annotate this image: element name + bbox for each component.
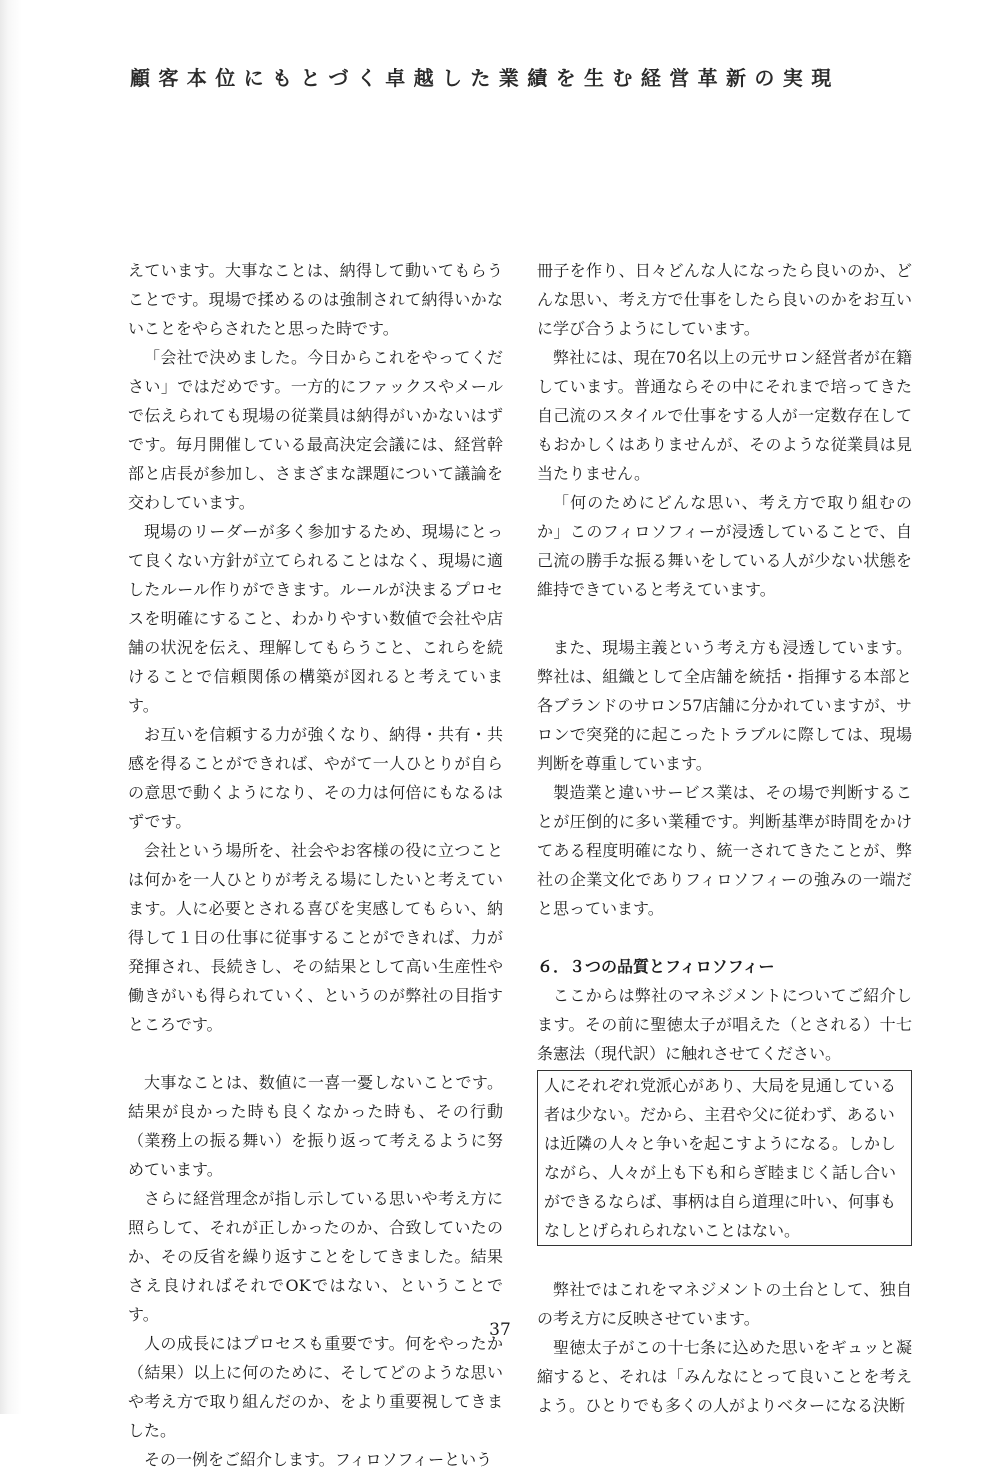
paragraph: 聖徳太子がこの十七条に込めた思いをギュッと凝縮すると、それは「みんなにとって良いことを考えよう。ひとりでも多くの人がよりベターになる決断 (537, 1338, 912, 1415)
paragraph: 冊子を作り、日々どんな人になったら良いのか、どんな思い、考え方で仕事をしたら良いのかをお互いに学び合うようにしています。 (537, 261, 912, 338)
paragraph: 弊社ではこれをマネジメントの土台として、独自の考え方に反映させています。 (537, 1280, 912, 1328)
section-intro: ここからは弊社のマネジメントについてご紹介します。その前に聖徳太子が唱えた（とされる）十七条憲法（現代訳）に触れさせてください。 (537, 986, 912, 1063)
page-number: 37 (489, 1320, 511, 1340)
paragraph: 弊社には、現在70名以上の元サロン経営者が在籍しています。普通ならその中にそれまで培ってきた自己流のスタイルで仕事をする人が一定数存在してもおかしくはありませんが、そのような従業員は見当たりません。 (537, 348, 912, 483)
running-header: 顧客本位にもとづく卓越した業績を生む経営革新の実現 (130, 66, 840, 90)
paragraph: 人の成長にはプロセスも重要です。何をやったか（結果）以上に何のために、そしてどのような思いや考え方で取り組んだのか、をより重要視してきました。 (128, 1334, 503, 1440)
paragraph: 「何のためにどんな思い、考え方で取り組むのか」このフィロソフィーが浸透していることで、自己流の勝手な振る舞いをしている人が少ない状態を維持できていると考えています。 (537, 493, 912, 599)
paragraph-gap (128, 1039, 503, 1068)
paragraph: その一例をご紹介します。フィロソフィーという (144, 1450, 493, 1469)
left-column (128, 256, 503, 1474)
section-heading: ６．３つの品質とフィロソフィー (537, 957, 775, 976)
paragraph: また、現場主義という考え方も浸透しています。弊社は、組織として全店舗を統括・指揮する本部と各ブランドのサロン57店舗に分かれていますが、サロンで突発的に起こったトラブルに際しては、現場判断を尊重しています。 (537, 638, 912, 773)
paragraph-gap (537, 604, 912, 633)
paragraph: 大事なことは、数値に一喜一憂しないことです。結果が良かった時も良くなかった時も、その行動（業務上の振る舞い）を振り返って考えるように努めています。 (128, 1073, 503, 1179)
quote-box (537, 1070, 912, 1246)
paragraph: さらに経営理念が指し示している思いや考え方に照らして、それが正しかったのか、合致していたのか、その反省を繰り返すことをしてきました。結果さえ良ければそれでOKではない、ということです。 (128, 1189, 503, 1324)
paragraph: 現場のリーダーが多く参加するため、現場にとって良くない方針が立てられることはなく、現場に適したルール作りができます。ルールが決まるプロセスを明確にすること、わかりやすい数値で会社や店舗の状況を伝え、理解してもらうこと、これらを続けることで信頼関係の構築が図れると考えています。 (128, 522, 503, 715)
paragraph: お互いを信頼する力が強くなり、納得・共有・共感を得ることができれば、やがて一人ひとりが自らの意思で動くようになり、その力は何倍にもなるはずです。 (128, 725, 503, 831)
paragraph-gap (537, 923, 912, 952)
paragraph: 会社という場所を、社会やお客様の役に立つことは何かを一人ひとりが考える場にしたいと考えています。人に必要とされる喜びを実感してもらい、納得して１日の仕事に従事することができれば、力が発揮され、長続きし、その結果として高い生産性や働きがいも得られていく、というのが弊社の目指すところです。 (128, 841, 503, 1034)
paragraph: 製造業と違いサービス業は、その場で判断することが圧倒的に多い業種です。判断基準が時間をかけてある程度明確になり、統一されてきたことが、弊社の企業文化でありフィロソフィーの強みの一端だと思っています。 (537, 783, 912, 918)
right-column (537, 256, 912, 1420)
quote-text: 人にそれぞれ党派心があり、大局を見通している者は少ない。だから、主君や父に従わず、あるいは近隣の人々と争いを起こすようになる。しかしながら、人々が上も下も和らぎ睦まじく話し合いができるならば、事柄は自ら道理に叶い、何事もなしとげられられないことはない。 (544, 1076, 897, 1240)
paragraph: 「会社で決めました。今日からこれをやってください」ではだめです。一方的にファックスやメールで伝えられても現場の従業員は納得がいかないはずです。毎月開催している最高決定会議には、経営幹部と店長が参加し、さまざまな課題について議論を交わしています。 (128, 348, 503, 512)
paragraph-gap (537, 1246, 912, 1275)
paragraph: えています。大事なことは、納得して動いてもらうことです。現場で揉めるのは強制されて納得いかないことをやらされたと思った時です。 (128, 261, 503, 338)
